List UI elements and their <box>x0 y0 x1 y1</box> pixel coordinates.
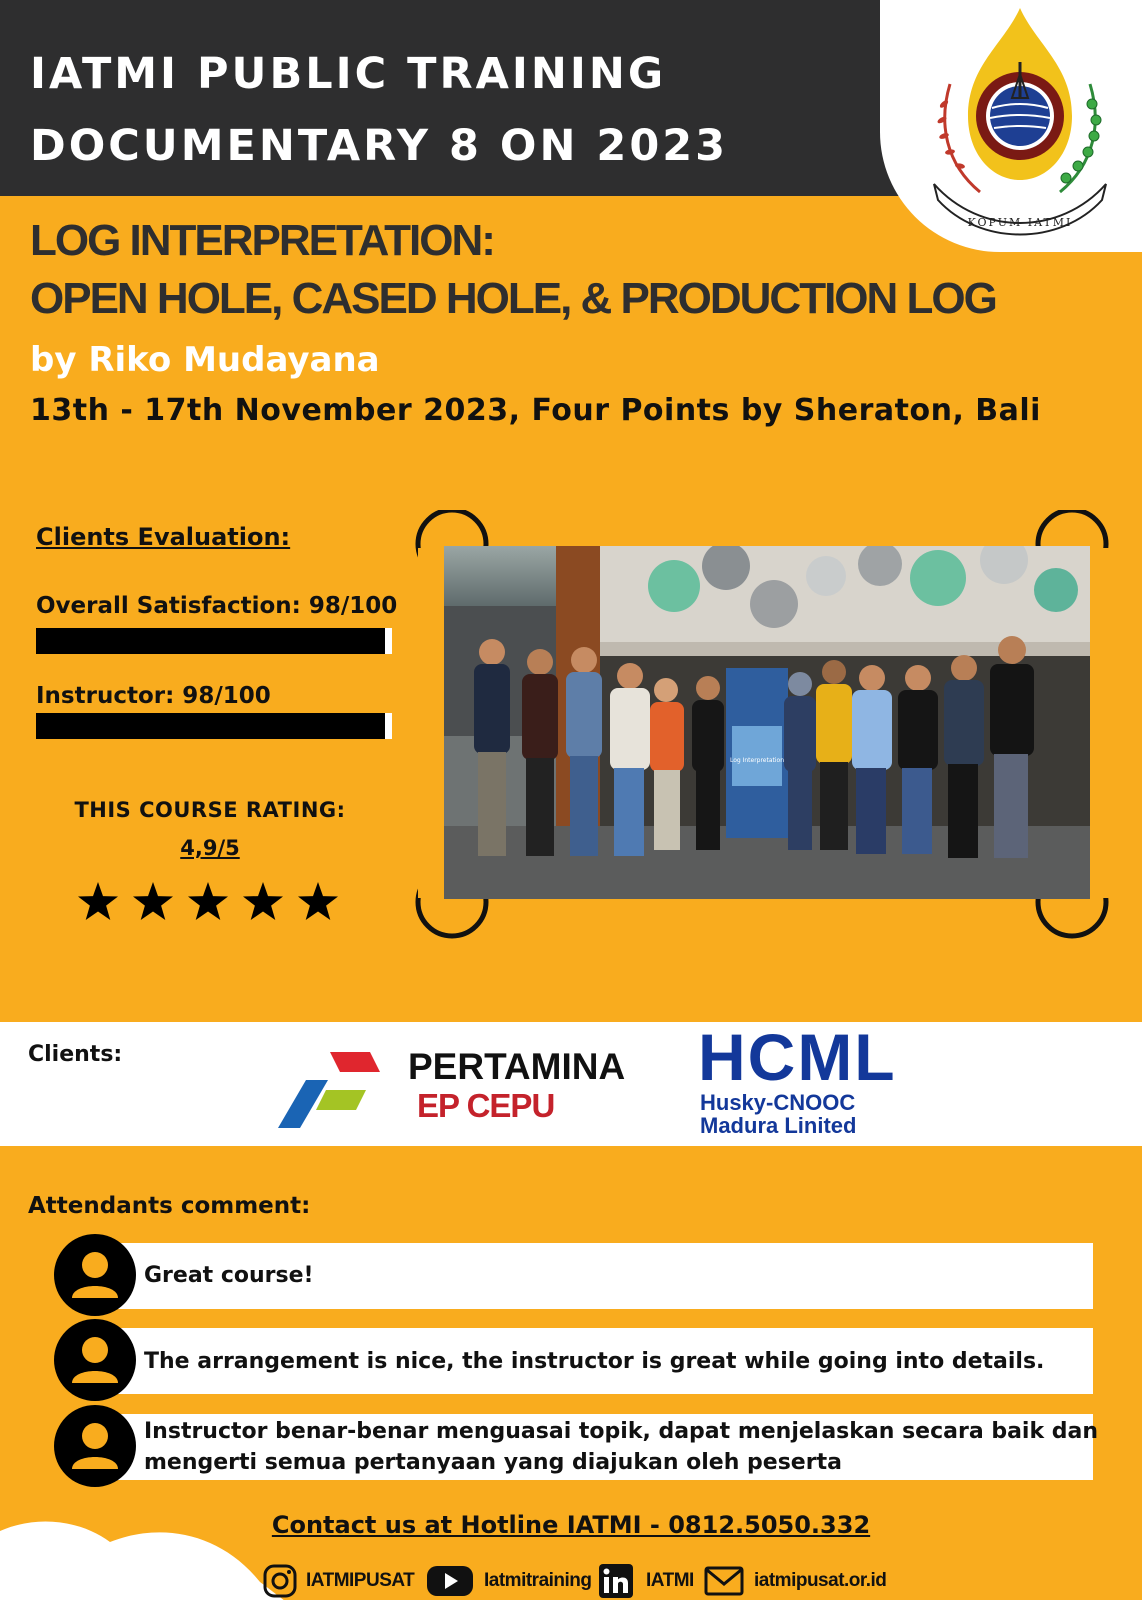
star-icon <box>243 882 283 920</box>
clients-label: Clients: <box>28 1042 123 1067</box>
overall-satisfaction-fill <box>36 628 385 654</box>
person <box>692 676 724 850</box>
hcml-name-line-2: Madura Linited <box>700 1113 857 1138</box>
person <box>852 665 892 854</box>
person <box>610 663 650 856</box>
person <box>650 678 684 850</box>
photo-banner-text: Log Interpretation <box>729 757 785 764</box>
hcml-logo-abbr: HCML <box>698 1020 897 1094</box>
user-avatar-icon <box>54 1319 136 1401</box>
date-venue: 13th - 17th November 2023, Four Points by Sheraton, Bali <box>30 393 1041 428</box>
instagram-handle[interactable]: IATMIPUSAT <box>306 1570 415 1591</box>
course-title-line-1: LOG INTERPRETATION: <box>30 216 494 265</box>
instagram-icon[interactable] <box>262 1564 298 1598</box>
comment-text-line-2: mengerti semua pertanyaan yang diajukan oleh peserta <box>144 1450 842 1475</box>
star-rating <box>76 877 346 927</box>
user-avatar-icon <box>54 1405 136 1487</box>
instructor-score-bar <box>36 713 392 739</box>
star-icon <box>298 882 338 920</box>
comment-text-line-1: Instructor benar-benar menguasai topik, dapat menjelaskan secara baik dan <box>144 1419 1099 1444</box>
star-icon <box>78 882 118 920</box>
email-icon[interactable] <box>704 1564 744 1598</box>
youtube-icon[interactable] <box>426 1564 474 1598</box>
evaluation-heading: Clients Evaluation: <box>36 523 291 551</box>
person <box>784 672 816 850</box>
pertamina-name: PERTAMINA <box>408 1046 626 1087</box>
person <box>944 655 984 858</box>
training-group-photo <box>444 546 1090 899</box>
hcml-name-line-1: Husky-CNOOC <box>700 1090 856 1115</box>
comments-heading: Attendants comment: <box>28 1193 311 1219</box>
star-icon <box>133 882 173 920</box>
page-title <box>30 38 850 182</box>
course-title-line-2: OPEN HOLE, CASED HOLE, & PRODUCTION LOG <box>30 274 996 323</box>
instructor-score-fill <box>36 713 385 739</box>
course-rating-value: 4,9/5 <box>180 836 240 860</box>
instructor-score-label: Instructor: 98/100 <box>36 683 271 709</box>
person <box>816 660 852 850</box>
course-rating-label: THIS COURSE RATING: <box>74 798 346 822</box>
person <box>522 649 558 856</box>
hcml-logo-name <box>700 1091 856 1137</box>
overall-satisfaction-bar <box>36 628 392 654</box>
pertamina-unit: EP CEPU <box>417 1087 555 1124</box>
person <box>474 639 510 856</box>
person <box>990 636 1034 858</box>
pertamina-logo-mark <box>278 1050 382 1130</box>
comment-text: The arrangement is nice, the instructor is great while going into details. <box>144 1349 1045 1374</box>
person <box>566 647 602 856</box>
overall-satisfaction-label: Overall Satisfaction: 98/100 <box>36 593 398 619</box>
logo-ribbon-text: KOPUM IATMI <box>967 216 1073 229</box>
star-icon <box>188 882 228 920</box>
course-title <box>30 212 1130 328</box>
iatmi-logo <box>920 4 1120 242</box>
comment-text: Great course! <box>144 1263 314 1288</box>
contact-hotline[interactable]: Contact us at Hotline IATMI - 0812.5050.332 <box>271 1511 871 1539</box>
youtube-handle[interactable]: Iatmitraining <box>484 1570 592 1591</box>
page-title-line-1: IATMI PUBLIC TRAINING <box>30 49 667 99</box>
page-title-line-2: DOCUMENTARY 8 ON 2023 <box>30 121 729 171</box>
comment-text <box>144 1416 1098 1478</box>
linkedin-icon[interactable] <box>598 1564 634 1598</box>
linkedin-handle[interactable]: IATMI <box>646 1570 694 1591</box>
email-address[interactable]: iatmipusat.or.id <box>754 1570 887 1591</box>
instructor-name: by Riko Mudayana <box>30 340 380 380</box>
person <box>898 665 938 854</box>
user-avatar-icon <box>54 1234 136 1316</box>
